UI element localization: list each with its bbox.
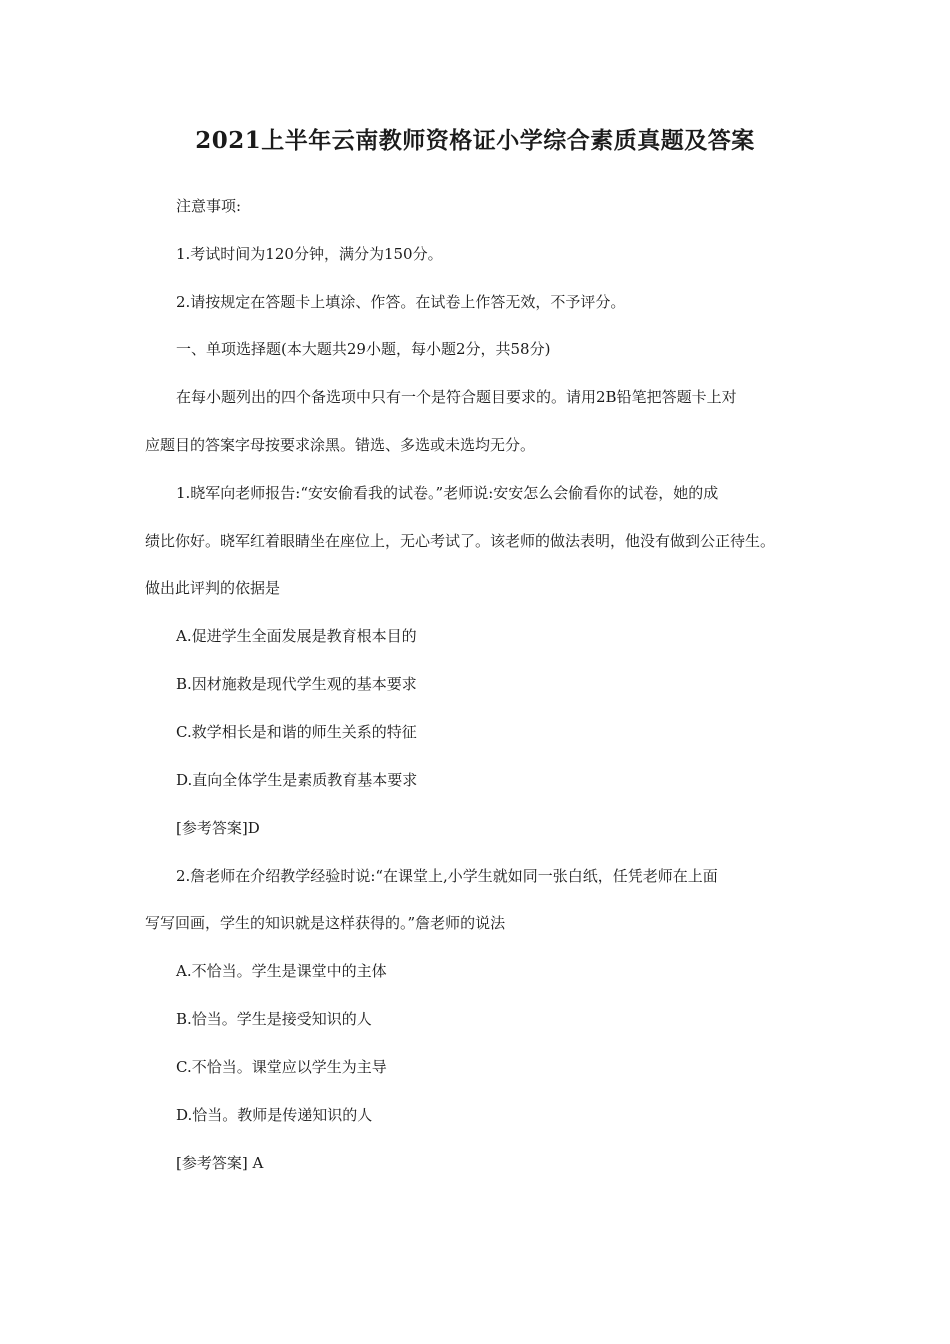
notes-heading: 注意事项: — [176, 197, 242, 215]
section-instruction-line-2: 应题目的答案字母按要求涂黑。错选、多选或未选均无分。 — [145, 436, 536, 454]
notes-item-2: 2.请按规定在答题卡上填涂、作答。在试卷上作答无效，不予评分。 — [176, 293, 626, 311]
question-1-option-b: B.因材施救是现代学生观的基本要求 — [176, 675, 417, 693]
question-1-stem-line-1: 1.晓军向老师报告:“安安偷看我的试卷。”老师说:安安怎么会偷看你的试卷，她的成 — [176, 484, 719, 502]
question-1-answer: [参考答案]D — [176, 819, 260, 837]
question-2-option-c: C.不恰当。课堂应以学生为主导 — [176, 1058, 387, 1076]
question-1-option-d: D.直向全体学生是素质教育基本要求 — [176, 771, 418, 789]
question-2-stem-line-1: 2.詹老师在介绍教学经验时说:“在课堂上,小学生就如同一张白纸，任凭老师在上面 — [176, 867, 718, 885]
document-title: 2021上半年云南教师资格证小学综合素质真题及答案 — [195, 127, 755, 154]
question-2-answer: [参考答案] A — [176, 1154, 264, 1172]
question-1-stem-line-2: 绩比你好。晓军红着眼睛坐在座位上，无心考试了。该老师的做法表明，他没有做到公正待生。 — [145, 532, 776, 550]
question-2-option-a: A.不恰当。学生是课堂中的主体 — [176, 962, 387, 980]
question-2-option-b: B.恰当。学生是接受知识的人 — [176, 1010, 372, 1028]
section-heading: 一、单项选择题(本大题共29小题，每小题2分，共58分) — [176, 340, 551, 358]
question-2-option-d: D.恰当。教师是传递知识的人 — [176, 1106, 373, 1124]
notes-item-1: 1.考试时间为120分钟，满分为150分。 — [176, 245, 443, 263]
section-instruction-line-1: 在每小题列出的四个备选项中只有一个是符合题目要求的。请用2B铅笔把答题卡上对 — [176, 388, 737, 406]
question-1-option-a: A.促进学生全面发展是教育根本目的 — [176, 627, 417, 645]
question-1-stem-line-3: 做出此评判的依据是 — [145, 579, 281, 597]
question-1-option-c: C.救学相长是和谐的师生关系的特征 — [176, 723, 417, 741]
question-2-stem-line-2: 写写回画，学生的知识就是这样获得的。”詹老师的说法 — [145, 914, 506, 932]
